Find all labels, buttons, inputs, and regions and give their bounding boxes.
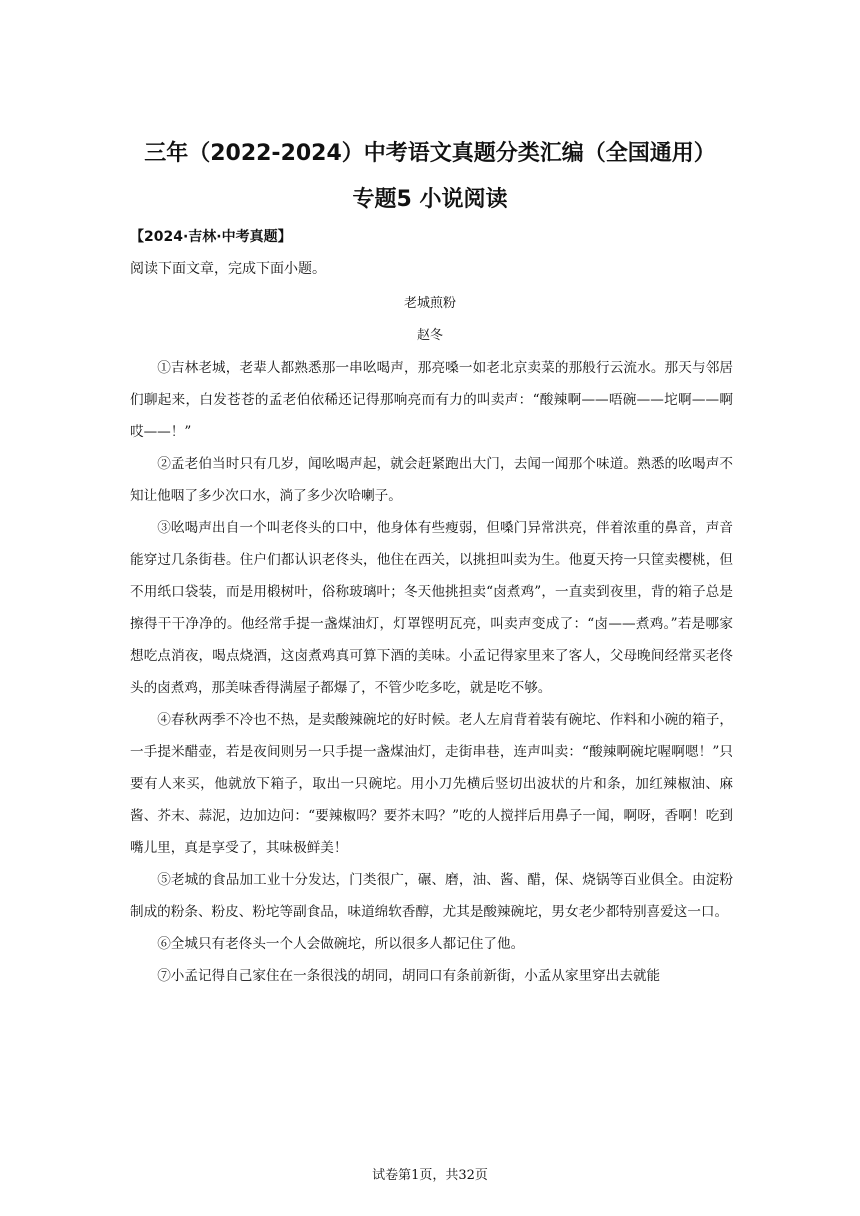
article-author: 赵冬 (416, 328, 443, 343)
source-tag: 【2024·吉林·中考真题】 (130, 229, 292, 245)
paragraph-4: ④春秋两季不冷也不热，是卖酸辣碗坨的好时候。老人左肩背着装有碗坨、作料和小碗的箱子，一手提米醋壶，若是夜间则另一只手提一盏煤油灯，走街串巷，连声叫卖：“酸辣啊碗坨喔啊嗯！”只要有人来买，他就放下箱子，取出一只碗坨。用小刀先横后竖切出波状的片和条，加红辣椒油、麻酱、芥末、蒜泥，边加边问：“要辣椒吗？要芥末吗？”吃的人搅拌后用鼻子一闻，啊呀，香啊！吃到嘴儿里，真是享受了，其味极鲜美！ (130, 712, 733, 856)
article-body (130, 352, 733, 992)
reading-instruction: 阅读下面文章，完成下面小题。 (130, 261, 326, 277)
document-title: 三年（2022-2024）中考语文真题分类汇编（全国通用） (144, 141, 716, 166)
paragraph-2: ②孟老伯当时只有几岁，闻吆喝声起，就会赶紧跑出大门，去闻一闻那个味道。熟悉的吆喝声不知让他咽了多少次口水，淌了多少次哈喇子。 (130, 456, 733, 504)
paragraph-6: ⑥全城只有老佟头一个人会做碗坨，所以很多人都记住了他。 (157, 936, 525, 952)
paragraph-5: ⑤老城的食品加工业十分发达，门类很广，碾、磨，油、酱、醋，保、烧锅等百业俱全。由淀粉制成的粉条、粉皮、粉坨等副食品，味道绵软香醇，尤其是酸辣碗坨，男女老少都特别喜爱这一口。 (130, 872, 733, 920)
topic-subtitle: 专题5 小说阅读 (352, 187, 508, 212)
page-footer: 试卷第1页，共32页 (372, 1168, 488, 1183)
article-title: 老城煎粉 (403, 296, 456, 311)
paragraph-1: ①吉林老城，老辈人都熟悉那一串吆喝声，那亮嗓一如老北京卖菜的那般行云流水。那天与邻居们聊起来，白发苍苍的孟老伯依稀还记得那响亮而有力的叫卖声：“酸辣啊——唔碗——坨啊——啊哎——！” (130, 360, 733, 440)
paragraph-3: ③吆喝声出自一个叫老佟头的口中，他身体有些瘦弱，但嗓门异常洪亮，伴着浓重的鼻音，声音能穿过几条街巷。住户们都认识老佟头，他住在西关，以挑担叫卖为生。他夏天挎一只筐卖樱桃，但不用纸口袋装，而是用椴树叶，俗称玻璃叶；冬天他挑担卖“卤煮鸡”，一直卖到夜里，背的箱子总是擦得干干净净的。他经常手提一盏煤油灯，灯罩铿明瓦亮，叫卖声变成了：“卤——煮鸡。”若是哪家想吃点消夜，喝点烧酒，这卤煮鸡真可算下酒的美味。小孟记得家里来了客人，父母晚间经常买老佟头的卤煮鸡，那美味香得满屋子都爆了，不管少吃多吃，就是吃不够。 (130, 520, 733, 696)
paragraph-7: ⑦小孟记得自己家住在一条很浅的胡同，胡同口有条前新街，小孟从家里穿出去就能 (157, 968, 661, 984)
